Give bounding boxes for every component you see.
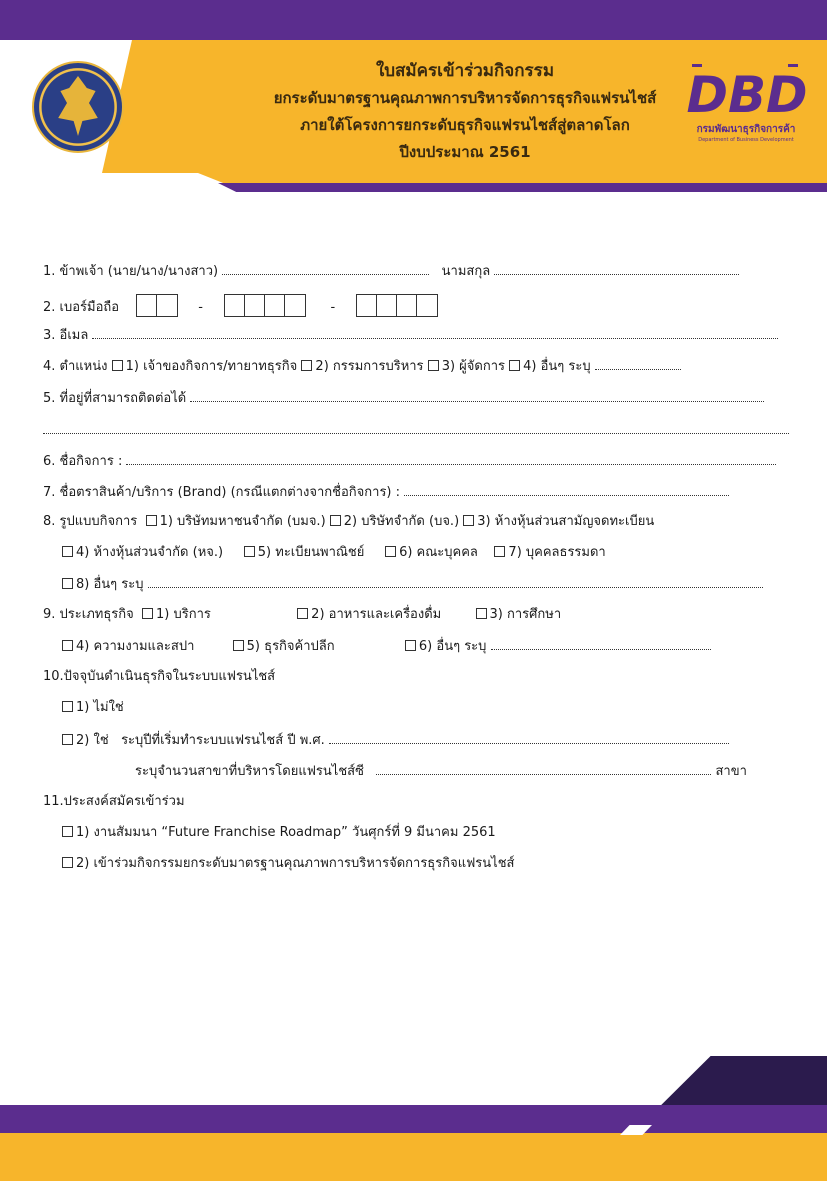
q4-other-field[interactable] bbox=[595, 357, 681, 370]
q9-option-2: 2) อาหารและเครื่องดื่ม bbox=[311, 607, 442, 622]
q11-checkbox-2[interactable] bbox=[62, 857, 73, 868]
q4-checkbox-3[interactable] bbox=[428, 360, 439, 371]
q8-checkbox-4[interactable] bbox=[62, 546, 73, 557]
q11-row bbox=[43, 793, 185, 811]
q11-option-1: 1) งานสัมมนา “Future Franchise Roadmap” วันศุกร์ที่ 9 มีนาคม 2561 bbox=[76, 825, 496, 840]
q4-label: 4. ตำแหน่ง bbox=[43, 359, 108, 374]
form-subtitle-3: ปีงบประมาณ 2561 bbox=[399, 143, 531, 161]
q10-row bbox=[43, 668, 275, 686]
q11-option-2: 2) เข้าร่วมกิจกรรมยกระดับมาตรฐานคุณภาพการบริหารจัดการธุรกิจแฟรนไชส์ bbox=[76, 856, 515, 871]
q10-row-3 bbox=[135, 762, 747, 781]
q2-label: 2. เบอร์มือถือ bbox=[43, 300, 120, 315]
q9-checkbox-2[interactable] bbox=[297, 608, 308, 619]
q4-row bbox=[43, 357, 681, 376]
q9-other-field[interactable] bbox=[491, 637, 711, 650]
brand-field[interactable] bbox=[404, 483, 729, 496]
q7-label: 7. ชื่อตราสินค้า/บริการ (Brand) (กรณีแตกต่างจากชื่อกิจการ) : bbox=[43, 485, 401, 500]
q3-label: 3. อีเมล bbox=[43, 328, 89, 343]
header-top-band bbox=[0, 0, 827, 40]
footer-gold-band bbox=[0, 1133, 827, 1181]
q4-checkbox-2[interactable] bbox=[301, 360, 312, 371]
form-title: ใบสมัครเข้าร่วมกิจกรรม bbox=[375, 61, 555, 81]
q8-option-5: 5) ทะเบียนพาณิชย์ bbox=[257, 545, 365, 560]
phone-sep-2: - bbox=[330, 300, 336, 315]
q8-checkbox-3[interactable] bbox=[463, 515, 474, 526]
q8-checkbox-6[interactable] bbox=[385, 546, 396, 557]
q1-name-field[interactable] bbox=[222, 262, 429, 275]
q8-row-2 bbox=[62, 544, 606, 562]
q1-surname-label: นามสกุล bbox=[441, 264, 491, 279]
q8-option-3: 3) ห้างหุ้นส่วนสามัญจดทะเบียน bbox=[477, 514, 655, 529]
q8-checkbox-2[interactable] bbox=[330, 515, 341, 526]
q10-checkbox-1[interactable] bbox=[62, 701, 73, 712]
q8-row-3 bbox=[62, 575, 763, 594]
q1-surname-field[interactable] bbox=[494, 262, 739, 275]
q9-checkbox-5[interactable] bbox=[233, 640, 244, 651]
q2-row bbox=[43, 294, 438, 317]
q8-checkbox-1[interactable] bbox=[146, 515, 157, 526]
footer-purple-band bbox=[0, 1105, 827, 1133]
form-subtitle-2: ภายใต้โครงการยกระดับธุรกิจแฟรนไชส์สู่ตลาดโลก bbox=[300, 116, 630, 134]
header-purple-stripe bbox=[218, 183, 827, 192]
q9-option-3: 3) การศึกษา bbox=[489, 607, 562, 622]
q10-year-label: ระบุปีที่เริ่มทำระบบแฟรนไชส์ ปี พ.ศ. bbox=[121, 733, 325, 748]
q10-label: 10.ปัจจุบันดำเนินธุรกิจในระบบแฟรนไชส์ bbox=[43, 669, 276, 684]
q8-option-8: 8) อื่นๆ ระบุ bbox=[76, 577, 144, 592]
q8-option-4: 4) ห้างหุ้นส่วนจำกัด (หจ.) bbox=[76, 545, 224, 560]
phone-box-last[interactable] bbox=[356, 294, 438, 317]
q4-option-1: 1) เจ้าของกิจการ/ทายาทธุรกิจ bbox=[125, 359, 298, 374]
q4-option-2: 2) กรรมการบริหาร bbox=[315, 359, 424, 374]
q9-checkbox-6[interactable] bbox=[405, 640, 416, 651]
q8-option-7: 7) บุคคลธรรมดา bbox=[508, 545, 606, 560]
q9-option-4: 4) ความงามและสปา bbox=[76, 639, 195, 654]
phone-box-prefix[interactable] bbox=[136, 294, 178, 317]
q5-row-2 bbox=[43, 421, 789, 440]
q1-row bbox=[43, 262, 739, 281]
q10-checkbox-2[interactable] bbox=[62, 734, 73, 745]
q10-branches-field[interactable] bbox=[376, 762, 711, 775]
q9-checkbox-1[interactable] bbox=[142, 608, 153, 619]
q6-label: 6. ชื่อกิจการ : bbox=[43, 454, 123, 469]
q9-option-5: 5) ธุรกิจค้าปลีก bbox=[246, 639, 335, 654]
q10-option-1: 1) ไม่ใช่ bbox=[76, 700, 124, 715]
q10-option-2: 2) ใช่ bbox=[76, 733, 109, 748]
q9-option-6: 6) อื่นๆ ระบุ bbox=[418, 639, 487, 654]
dbd-logo-caption: กรมพัฒนาธุรกิจการค้า bbox=[696, 124, 796, 135]
q9-label: 9. ประเภทธุรกิจ bbox=[43, 607, 134, 622]
q8-option-1: 1) บริษัทมหาชนจำกัด (บมจ.) bbox=[159, 514, 326, 529]
phone-box-middle[interactable] bbox=[224, 294, 306, 317]
q10-branches-unit: สาขา bbox=[715, 764, 747, 779]
q10-row-1 bbox=[62, 699, 124, 717]
q7-row bbox=[43, 483, 729, 502]
header-gold-stripe bbox=[198, 173, 827, 183]
address-field-1[interactable] bbox=[190, 389, 764, 402]
dbd-logo-text: DBD bbox=[686, 66, 808, 124]
dbd-logo-subcaption: Department of Business Development bbox=[698, 137, 794, 143]
q4-option-3: 3) ผู้จัดการ bbox=[441, 359, 505, 374]
q11-label: 11.ประสงค์สมัครเข้าร่วม bbox=[43, 794, 185, 809]
q6-row bbox=[43, 452, 776, 471]
q9-option-1: 1) บริการ bbox=[156, 607, 211, 622]
form-subtitle-1: ยกระดับมาตรฐานคุณภาพการบริหารจัดการธุรกิจแฟรนไชส์ bbox=[273, 89, 657, 107]
q11-row-2 bbox=[62, 855, 514, 873]
q9-row-2 bbox=[62, 637, 711, 656]
q10-branches-label: ระบุจำนวนสาขาที่บริหารโดยแฟรนไชส์ซี bbox=[135, 764, 364, 779]
q9-checkbox-4[interactable] bbox=[62, 640, 73, 651]
q5-label: 5. ที่อยู่ที่สามารถติดต่อได้ bbox=[43, 391, 187, 406]
q10-year-field[interactable] bbox=[329, 731, 729, 744]
q4-option-4: 4) อื่นๆ ระบุ bbox=[523, 359, 591, 374]
address-field-2[interactable] bbox=[43, 421, 789, 434]
email-field[interactable] bbox=[92, 326, 778, 339]
q8-option-6: 6) คณะบุคคล bbox=[399, 545, 478, 560]
business-name-field[interactable] bbox=[126, 452, 776, 465]
q8-other-field[interactable] bbox=[148, 575, 763, 588]
q8-row-1 bbox=[43, 513, 654, 531]
q9-checkbox-3[interactable] bbox=[476, 608, 487, 619]
q9-row-1 bbox=[43, 606, 561, 624]
q11-row-1 bbox=[62, 824, 496, 842]
q4-checkbox-4[interactable] bbox=[509, 360, 520, 371]
q8-checkbox-8[interactable] bbox=[62, 578, 73, 589]
q8-option-2: 2) บริษัทจำกัด (บจ.) bbox=[343, 514, 460, 529]
q10-row-2 bbox=[62, 731, 729, 750]
q11-checkbox-1[interactable] bbox=[62, 826, 73, 837]
q8-checkbox-5[interactable] bbox=[244, 546, 255, 557]
q8-label: 8. รูปแบบกิจการ bbox=[43, 514, 138, 529]
q8-checkbox-7[interactable] bbox=[494, 546, 505, 557]
phone-sep-1: - bbox=[198, 300, 203, 315]
q1-label: 1. ข้าพเจ้า (นาย/นาง/นางสาว) bbox=[43, 264, 219, 279]
q5-row bbox=[43, 389, 764, 408]
q3-row bbox=[43, 326, 778, 345]
q4-checkbox-1[interactable] bbox=[112, 360, 123, 371]
